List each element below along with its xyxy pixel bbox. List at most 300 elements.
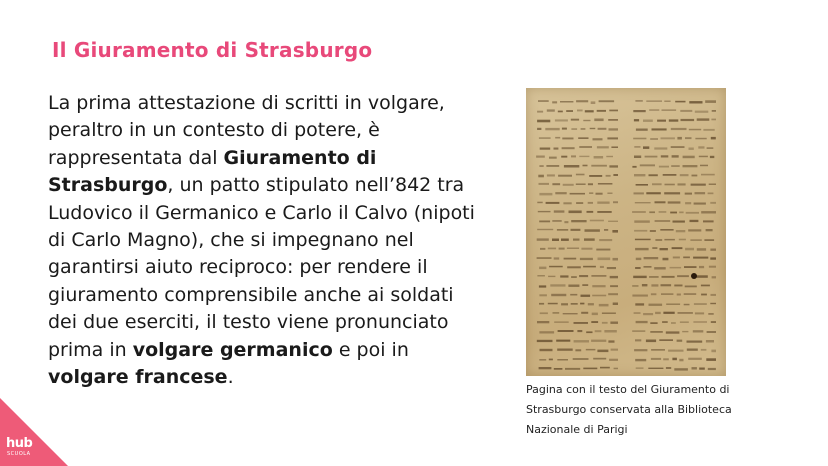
manuscript-stroke xyxy=(537,111,543,113)
manuscript-stroke xyxy=(636,184,648,186)
manuscript-stroke xyxy=(559,248,565,250)
manuscript-stroke xyxy=(680,321,689,323)
manuscript-stroke xyxy=(710,249,716,251)
manuscript-stroke xyxy=(635,359,646,361)
manuscript-stroke xyxy=(558,111,563,113)
manuscript-stroke xyxy=(666,331,680,333)
manuscript-stroke xyxy=(663,174,677,176)
manuscript-stroke xyxy=(592,313,598,316)
manuscript-stroke xyxy=(665,184,675,186)
manuscript-stroke xyxy=(578,137,588,139)
manuscript-stroke xyxy=(670,212,677,214)
body-bold-term: Giuramento di Strasburgo xyxy=(48,146,377,197)
manuscript-stroke xyxy=(699,368,705,370)
manuscript-stroke xyxy=(609,128,619,130)
manuscript-stroke xyxy=(540,349,553,351)
manuscript-stroke xyxy=(583,266,596,268)
manuscript-stroke xyxy=(562,147,575,149)
manuscript-scribbles xyxy=(526,88,726,376)
manuscript-stroke xyxy=(598,258,611,261)
manuscript-stroke xyxy=(539,285,546,287)
manuscript-stroke xyxy=(576,174,585,176)
manuscript-stroke xyxy=(587,211,594,213)
manuscript-stroke xyxy=(588,183,593,185)
body-text-part: . xyxy=(227,366,234,389)
manuscript-stroke xyxy=(671,165,680,167)
manuscript-stroke xyxy=(583,120,590,121)
manuscript-stroke xyxy=(699,266,704,268)
manuscript-stroke xyxy=(707,147,714,148)
manuscript-stroke xyxy=(679,239,686,241)
manuscript-stroke xyxy=(671,146,685,148)
manuscript-stroke xyxy=(539,183,550,185)
manuscript-stroke xyxy=(684,293,697,295)
manuscript-stroke xyxy=(570,294,577,296)
manuscript-stroke xyxy=(671,128,687,130)
manuscript-stroke xyxy=(683,156,695,159)
manuscript-stroke xyxy=(685,193,692,195)
manuscript-stroke xyxy=(610,276,618,278)
manuscript-stroke xyxy=(705,100,716,103)
manuscript-stroke xyxy=(690,220,699,222)
manuscript-stroke xyxy=(599,100,615,102)
manuscript-stroke xyxy=(634,220,650,222)
manuscript-stroke xyxy=(557,359,568,361)
manuscript-stroke xyxy=(672,247,683,249)
manuscript-stroke xyxy=(554,257,560,259)
manuscript-stroke xyxy=(554,210,565,212)
manuscript-stroke xyxy=(655,312,661,314)
manuscript-stroke xyxy=(651,349,665,351)
manuscript-stroke xyxy=(591,275,606,277)
manuscript-stroke xyxy=(574,340,589,342)
manuscript-stroke xyxy=(672,358,677,361)
manuscript-stroke xyxy=(573,239,580,241)
manuscript-stroke xyxy=(662,109,677,111)
manuscript-stroke xyxy=(632,166,636,168)
manuscript-stroke xyxy=(684,304,690,306)
manuscript-stroke xyxy=(562,138,573,140)
manuscript-stroke xyxy=(539,137,551,139)
manuscript-stroke xyxy=(613,303,618,306)
manuscript-stroke xyxy=(604,229,608,231)
manuscript-stroke xyxy=(693,321,707,323)
manuscript-stroke xyxy=(635,339,641,341)
manuscript-stroke xyxy=(694,303,707,305)
manuscript-stroke xyxy=(597,146,609,148)
manuscript-stroke xyxy=(707,331,716,333)
manuscript-stroke xyxy=(546,165,559,167)
manuscript-stroke xyxy=(561,156,567,158)
manuscript-stroke xyxy=(550,284,565,286)
manuscript-stroke xyxy=(659,211,667,213)
manuscript-stroke xyxy=(557,349,573,351)
manuscript-stroke xyxy=(668,350,683,352)
manuscript-stroke xyxy=(640,164,655,166)
manuscript-stroke xyxy=(537,340,553,342)
manuscript-stroke xyxy=(677,137,682,140)
manuscript-stroke xyxy=(649,304,663,306)
manuscript-stroke xyxy=(689,101,702,103)
manuscript-stroke xyxy=(548,303,558,305)
manuscript-stroke xyxy=(576,184,586,185)
manuscript-stroke xyxy=(708,193,714,195)
manuscript-stroke xyxy=(590,220,604,222)
manuscript-stroke xyxy=(537,275,545,277)
manuscript-stroke xyxy=(594,156,604,159)
manuscript-stroke xyxy=(635,267,641,269)
body-bold-term: volgare germanico xyxy=(132,338,333,361)
manuscript-stroke xyxy=(677,294,681,296)
manuscript-stroke xyxy=(689,148,694,150)
manuscript-stroke xyxy=(636,367,644,369)
manuscript-stroke xyxy=(591,321,598,323)
manuscript-stroke xyxy=(580,303,584,305)
manuscript-stroke xyxy=(540,148,551,150)
manuscript-stroke xyxy=(597,350,608,353)
manuscript-stroke xyxy=(693,330,704,332)
manuscript-stroke xyxy=(660,248,668,250)
manuscript-stroke xyxy=(612,230,618,233)
manuscript-stroke xyxy=(710,202,716,204)
manuscript-stroke xyxy=(555,137,560,139)
manuscript-stroke xyxy=(537,257,552,259)
manuscript-stroke xyxy=(557,229,568,231)
manuscript-stroke xyxy=(597,110,606,112)
manuscript-stroke xyxy=(635,239,651,241)
manuscript-stroke xyxy=(576,100,588,102)
manuscript-stroke xyxy=(633,276,647,278)
manuscript-stroke xyxy=(546,202,560,204)
manuscript-stroke xyxy=(657,120,666,122)
manuscript-stroke xyxy=(664,192,680,194)
manuscript-stroke xyxy=(575,349,581,351)
manuscript-stroke xyxy=(581,248,592,250)
manuscript-stroke xyxy=(597,211,611,213)
manuscript-stroke xyxy=(687,341,703,343)
manuscript-stroke xyxy=(558,330,574,332)
manuscript-stroke xyxy=(591,340,606,342)
manuscript-stroke xyxy=(613,201,618,203)
manuscript-stroke xyxy=(635,100,642,102)
manuscript-stroke xyxy=(599,304,609,307)
manuscript-stroke xyxy=(555,192,566,194)
manuscript-stroke xyxy=(701,211,716,213)
manuscript-stroke xyxy=(571,220,586,222)
manuscript-stroke xyxy=(711,294,717,296)
manuscript-stroke xyxy=(673,257,680,259)
manuscript-stroke xyxy=(663,358,669,360)
manuscript-stroke xyxy=(680,110,692,112)
manuscript-stroke xyxy=(675,101,685,103)
manuscript-stroke xyxy=(596,193,603,195)
manuscript-stroke xyxy=(563,184,574,186)
manuscript-stroke xyxy=(695,138,706,140)
manuscript-stroke xyxy=(563,313,578,314)
manuscript-stroke xyxy=(569,211,582,214)
manuscript-stroke xyxy=(581,312,588,314)
manuscript-stroke xyxy=(677,340,683,342)
manuscript-stroke xyxy=(712,110,716,112)
manuscript-stroke xyxy=(645,156,658,158)
manuscript-stroke xyxy=(540,312,548,314)
manuscript-stroke xyxy=(554,321,569,323)
manuscript-stroke xyxy=(581,295,591,297)
manuscript-stroke xyxy=(571,276,577,278)
manuscript-stroke xyxy=(711,119,716,121)
manuscript-stroke xyxy=(539,331,554,333)
manuscript-stroke xyxy=(571,119,579,121)
manuscript-stroke xyxy=(652,247,657,249)
manuscript-stroke xyxy=(689,129,701,131)
manuscript-stroke xyxy=(668,201,681,203)
manuscript-stroke xyxy=(659,339,673,341)
manuscript-stroke xyxy=(671,322,676,323)
manuscript-stroke xyxy=(698,146,704,148)
manuscript-stroke xyxy=(561,239,569,241)
manuscript-stroke xyxy=(662,321,668,323)
manuscript-stroke xyxy=(709,266,716,268)
manuscript-stroke xyxy=(579,146,592,148)
manuscript-stroke xyxy=(539,165,543,167)
manuscript-stroke xyxy=(661,137,675,139)
manuscript-stroke xyxy=(564,258,577,260)
manuscript-stroke xyxy=(554,368,563,370)
manuscript-stroke xyxy=(600,266,604,268)
manuscript-stroke xyxy=(654,267,666,269)
manuscript-ink-blot xyxy=(691,273,697,279)
manuscript-stroke xyxy=(548,276,555,277)
manuscript-stroke xyxy=(598,183,613,184)
manuscript-stroke xyxy=(608,293,618,295)
manuscript-stroke xyxy=(701,285,710,287)
manuscript-stroke xyxy=(586,349,596,351)
manuscript-stroke xyxy=(576,202,583,204)
manuscript-stroke xyxy=(634,312,641,314)
manuscript-stroke xyxy=(636,258,642,260)
manuscript-stroke xyxy=(537,238,549,240)
logo-main-text: hub xyxy=(6,436,33,451)
manuscript-stroke xyxy=(633,110,645,112)
manuscript-stroke xyxy=(540,248,545,250)
manuscript-stroke xyxy=(633,138,646,140)
manuscript-stroke xyxy=(634,230,647,232)
manuscript-stroke xyxy=(547,109,555,111)
body-text-part: La prima attestazione di scritti in volgare, peraltro in un contesto di potere, è rappresentata dal xyxy=(48,92,445,169)
manuscript-stroke xyxy=(650,138,658,140)
manuscript-stroke xyxy=(589,192,593,194)
manuscript-stroke xyxy=(539,294,547,296)
manuscript-stroke xyxy=(589,175,602,177)
manuscript-stroke xyxy=(555,119,568,121)
manuscript-stroke xyxy=(577,110,583,112)
manuscript-stroke xyxy=(595,330,602,332)
manuscript-stroke xyxy=(598,128,607,130)
manuscript-stroke xyxy=(682,331,688,332)
manuscript-stroke xyxy=(561,303,568,305)
manuscript-stroke xyxy=(635,248,649,250)
body-text-part: e poi in xyxy=(332,338,409,361)
manuscript-stroke xyxy=(583,165,588,167)
manuscript-stroke xyxy=(674,285,682,287)
manuscript-stroke xyxy=(650,322,657,324)
manuscript-stroke xyxy=(649,211,655,213)
manuscript-stroke xyxy=(632,285,638,287)
manuscript-stroke xyxy=(634,174,645,176)
manuscript-stroke xyxy=(643,120,653,122)
manuscript-stroke xyxy=(649,276,659,278)
manuscript-stroke xyxy=(655,220,671,222)
manuscript-stroke xyxy=(649,109,659,111)
manuscript-stroke xyxy=(679,212,683,214)
manuscript-stroke xyxy=(583,368,597,370)
manuscript-stroke xyxy=(562,128,567,130)
manuscript-stroke xyxy=(552,101,557,103)
manuscript-stroke xyxy=(548,248,556,250)
manuscript-stroke xyxy=(666,304,680,305)
manuscript-stroke xyxy=(646,340,656,343)
manuscript-stroke xyxy=(649,174,658,176)
body-bold-term: volgare francese xyxy=(48,366,228,389)
manuscript-stroke xyxy=(537,202,542,204)
manuscript-stroke xyxy=(710,257,716,259)
manuscript-stroke xyxy=(571,303,578,305)
manuscript-stroke xyxy=(609,359,618,361)
manuscript-stroke xyxy=(687,349,698,351)
manuscript-stroke xyxy=(659,166,669,168)
manuscript-stroke xyxy=(636,129,648,131)
body-text-part: , un patto stipulato nell’842 tra Ludovico il Germanico e Carlo il Calvo (nipoti di Carlo Magno), che si impegnano nel garantirsi aiuto reciproco: per rendere il giuramento comprensibile anche ai soldati dei due eserciti, il testo viene pronunciato prima in xyxy=(48,174,475,361)
manuscript-stroke xyxy=(538,175,544,178)
manuscript-stroke xyxy=(537,321,549,323)
manuscript-stroke xyxy=(590,128,596,129)
manuscript-stroke xyxy=(683,165,698,167)
manuscript-stroke xyxy=(652,128,667,130)
manuscript-stroke xyxy=(706,229,713,231)
manuscript-stroke xyxy=(688,358,702,360)
manuscript-stroke xyxy=(565,368,580,370)
manuscript-stroke xyxy=(556,340,570,342)
manuscript-stroke xyxy=(701,174,715,176)
manuscript-stroke xyxy=(664,239,675,241)
manuscript-stroke xyxy=(558,175,572,177)
manuscript-stroke xyxy=(564,165,579,168)
manuscript-stroke xyxy=(681,119,695,121)
manuscript-stroke xyxy=(655,201,666,203)
manuscript-stroke xyxy=(710,303,716,304)
manuscript-stroke xyxy=(549,157,557,159)
manuscript-stroke xyxy=(646,100,662,102)
manuscript-stroke xyxy=(552,239,559,242)
manuscript-stroke xyxy=(697,118,710,120)
manuscript-stroke xyxy=(692,175,698,177)
manuscript-stroke xyxy=(610,322,618,324)
manuscript-stroke xyxy=(632,330,645,331)
manuscript-stroke xyxy=(677,275,689,277)
manuscript-stroke xyxy=(567,266,581,268)
manuscript-stroke xyxy=(568,285,579,287)
manuscript-stroke xyxy=(708,313,713,315)
manuscript-stroke xyxy=(537,120,550,123)
manuscript-stroke xyxy=(632,211,646,213)
manuscript-stroke xyxy=(693,257,708,259)
manuscript-stroke xyxy=(700,165,708,167)
manuscript-stroke xyxy=(552,183,560,185)
manuscript-stroke xyxy=(608,221,618,222)
manuscript-stroke xyxy=(593,138,603,140)
manuscript-stroke xyxy=(591,101,596,104)
manuscript-stroke xyxy=(537,128,541,130)
manuscript-stroke xyxy=(606,156,613,157)
manuscript-stroke xyxy=(611,349,618,351)
manuscript-stroke xyxy=(592,285,605,287)
manuscript-stroke xyxy=(538,211,551,212)
manuscript-stroke xyxy=(678,183,686,185)
manuscript-stroke xyxy=(650,331,663,333)
manuscript-stroke xyxy=(651,293,657,295)
manuscript-stroke xyxy=(685,286,697,288)
manuscript-stroke xyxy=(634,156,641,159)
manuscript-stroke xyxy=(574,322,589,324)
manuscript-stroke xyxy=(579,275,588,277)
manuscript-stroke xyxy=(688,229,701,231)
manuscript-stroke xyxy=(676,230,686,232)
manuscript-stroke xyxy=(651,358,661,360)
manuscript-stroke xyxy=(596,249,610,251)
manuscript-stroke xyxy=(571,155,576,157)
manuscript-stroke xyxy=(609,165,618,167)
manuscript-stroke xyxy=(560,101,573,103)
manuscript-stroke xyxy=(579,156,589,157)
manuscript-stroke xyxy=(536,156,545,158)
manuscript-stroke xyxy=(551,294,566,296)
manuscript-stroke xyxy=(664,101,670,103)
manuscript-stroke xyxy=(571,229,581,231)
manuscript-stroke xyxy=(703,129,714,131)
manuscript-stroke xyxy=(685,202,691,204)
manuscript-stroke xyxy=(674,368,688,370)
manuscript-stroke xyxy=(593,358,606,360)
manuscript-stroke xyxy=(663,258,669,261)
manuscript-stroke xyxy=(570,193,585,195)
manuscript-stroke xyxy=(686,212,699,214)
manuscript-stroke xyxy=(607,193,612,195)
manuscript-stroke xyxy=(685,248,694,251)
manuscript-stroke xyxy=(697,248,706,251)
manuscript-stroke xyxy=(585,110,594,112)
manuscript-stroke xyxy=(694,203,706,205)
manuscript-stroke xyxy=(635,303,644,305)
manuscript-stroke xyxy=(602,313,616,314)
manuscript-stroke xyxy=(588,303,594,305)
manuscript-stroke xyxy=(554,148,559,150)
manuscript-stroke xyxy=(609,110,618,112)
logo-sub-text: SCUOLA xyxy=(7,451,31,457)
manuscript-stroke xyxy=(646,192,661,194)
manuscript-stroke xyxy=(632,295,648,297)
manuscript-stroke xyxy=(680,174,689,176)
manuscript-stroke xyxy=(588,202,593,204)
manuscript-stroke xyxy=(708,368,716,370)
manuscript-stroke xyxy=(644,266,652,268)
manuscript-stroke xyxy=(604,330,616,333)
manuscript-stroke xyxy=(539,367,552,369)
manuscript-stroke xyxy=(642,284,648,286)
manuscript-stroke xyxy=(610,285,618,287)
manuscript-stroke xyxy=(571,128,577,130)
manuscript-stroke xyxy=(711,137,716,140)
manuscript-stroke xyxy=(582,284,588,286)
